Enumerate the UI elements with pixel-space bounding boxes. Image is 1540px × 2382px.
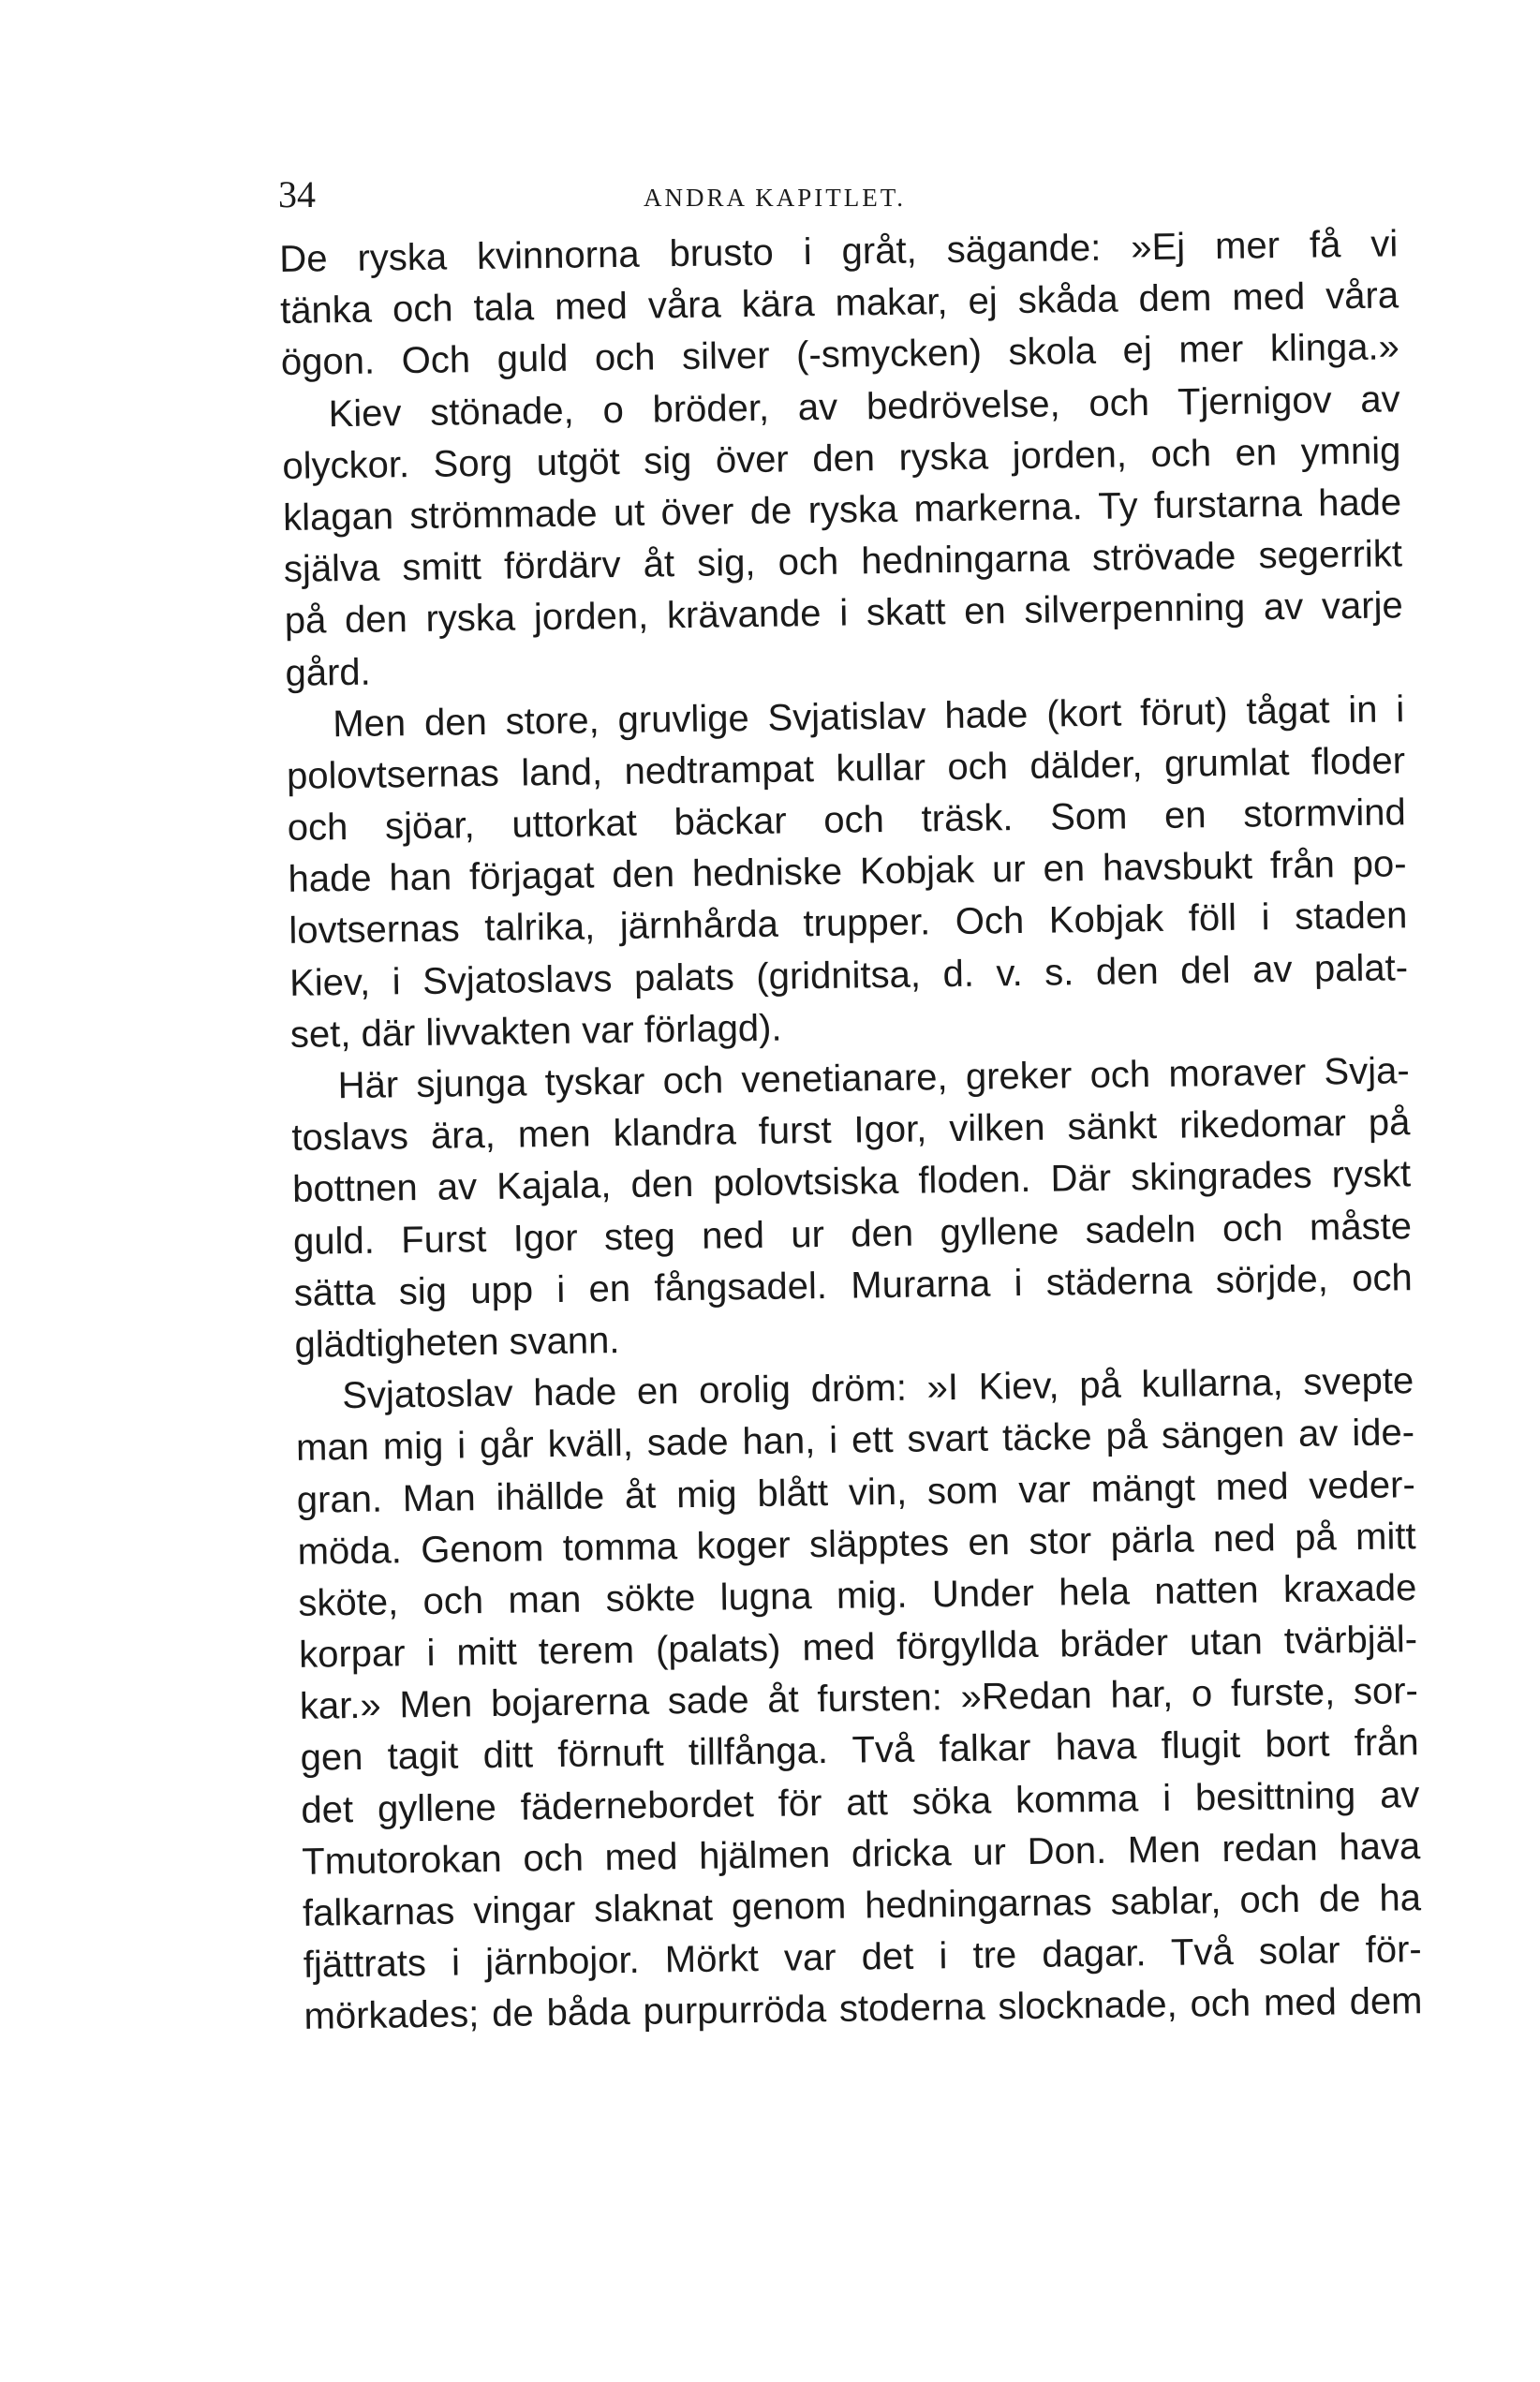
text-line: korpar i mitt terem (palats) med förgyllda bräder utan tvärbjäl- <box>298 1619 1418 1676</box>
text-line: det gyllene fädernebordet för att söka komma i besittning av <box>301 1773 1420 1831</box>
text-line: själva smitt fördärv åt sig, och hedningarna strövade segerrikt <box>283 533 1403 591</box>
text-line: gran. Man ihällde åt mig blått vin, som var mängt med veder- <box>296 1463 1416 1521</box>
text-line: toslavs ära, men klandra furst Igor, vilken sänkt rikedomar på <box>291 1102 1411 1160</box>
text-line: olyckor. Sorg utgöt sig över den ryska jorden, och en ymnig <box>282 430 1401 487</box>
text-line: Här sjunga tyskar och venetianare, greker och moraver Svja- <box>337 1050 1410 1107</box>
text-line: kar.» Men bojarerna sade åt fursten: »Redan har, o furste, sor- <box>299 1670 1419 1728</box>
text-line: ögon. Och guld och silver (-smycken) skola ej mer klinga.» <box>280 326 1400 384</box>
text-line: set, där livvakten var förlagd). <box>289 1007 782 1056</box>
text-line: Kiev, i Svjatoslavs palats (gridnitsa, d. v. s. den del av palat- <box>289 946 1409 1004</box>
text-line: gen tagit ditt förnuft tillfånga. Två falkar hava flugit bort från <box>300 1722 1419 1780</box>
text-line: guld. Furst Igor steg ned ur den gyllene sadeln och måste <box>292 1205 1413 1263</box>
page-header <box>278 171 1402 218</box>
text-line: polovtsernas land, nedtrampat kullar och dälder, grumlat floder <box>286 740 1406 797</box>
text-line: De ryska kvinnorna brusto i gråt, sägande: »Ej mer få vi <box>279 223 1399 280</box>
text-line: på den ryska jorden, krävande i skatt en silverpenning av varje <box>284 584 1403 643</box>
text-line: fjättrats i järnbojor. Mörkt var det i tre dagar. Två solar för- <box>303 1929 1422 1987</box>
text-line: och sjöar, uttorkat bäckar och träsk. Som en stormvind <box>287 792 1407 849</box>
text-line: sköte, och man sökte lugna mig. Under hela natten kraxade <box>298 1567 1417 1624</box>
text-line: tänka och tala med våra kära makar, ej skåda dem med våra <box>279 274 1399 333</box>
text-line: Tmutorokan och med hjälmen dricka ur Don. Men redan hava <box>301 1825 1421 1883</box>
text-line: lovtsernas talrika, järnhårda trupper. Och Kobjak föll i staden <box>289 895 1408 953</box>
text-line: sätta sig upp i en fångsadel. Murarna i städerna sörjde, och <box>293 1256 1413 1314</box>
text-line: gård. <box>285 651 372 694</box>
text-line: hade han förjagat den hedniske Kobjak ur en havsbukt från po- <box>288 843 1407 901</box>
text-line: Men den store, gruvlige Svjatislav hade (kort förut) tågat in i <box>332 688 1405 745</box>
running-head: ANDRA KAPITLET. <box>644 184 906 212</box>
text-line: falkarnas vingar slaknat genom hedningarnas sablar, och de ha <box>302 1877 1422 1934</box>
text-line: klagan strömmade ut över de ryska markerna. Ty furstarna hade <box>282 481 1402 539</box>
text-line: Svjatoslav hade en orolig dröm: »I Kiev, på kullarna, svepte <box>342 1360 1414 1417</box>
text-line: man mig i går kväll, sade han, i ett svart täcke på sängen av ide- <box>295 1412 1415 1470</box>
page-number: 34 <box>278 173 316 215</box>
text-line: mörkades; de båda purpurröda stoderna slocknade, och med dem <box>304 1980 1423 2038</box>
text-line: glädtigheten svann. <box>294 1319 620 1366</box>
text-line: bottnen av Kajala, den polovtsiska floden. Där skingrades ryskt <box>291 1153 1412 1211</box>
text-line: möda. Genom tomma koger släpptes en stor pärla ned på mitt <box>297 1515 1416 1573</box>
text-line: Kiev stönade, o bröder, av bedrövelse, och Tjernigov av <box>328 377 1400 435</box>
body-text <box>279 218 1424 2107</box>
